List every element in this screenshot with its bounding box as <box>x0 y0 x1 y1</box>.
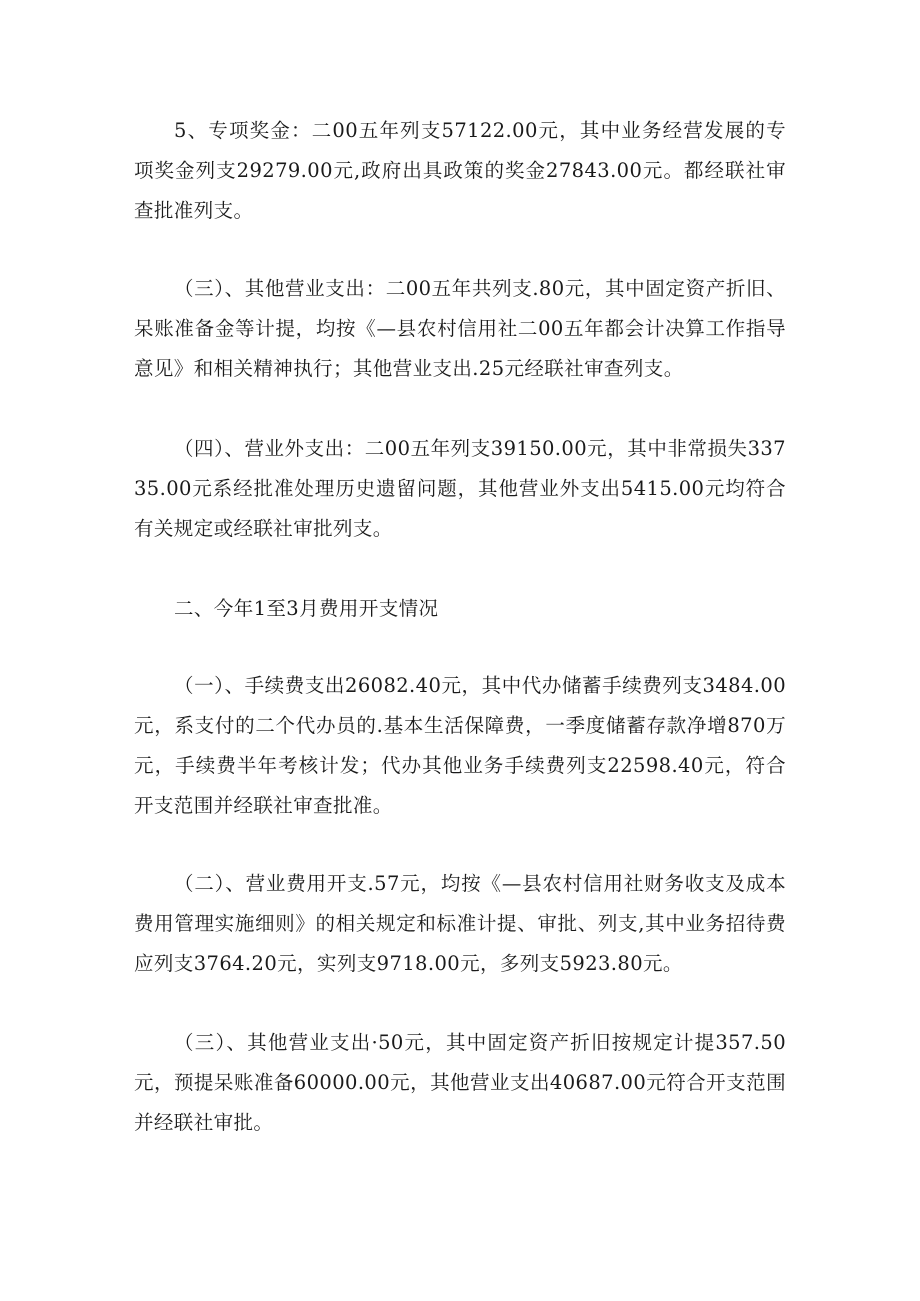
paragraph-other-operating-expenses-q1: （三）、其他营业支出·50元，其中固定资产折旧按规定计提357.50元，预提呆账准备60000.00元，其他营业支出40687.00元符合开支范围并经联社审批。 <box>134 1031 786 1134</box>
paragraph-operating-expenses: （二）、营业费用开支.57元，均按《—县农村信用社财务收支及成本费用管理实施细则》的相关规定和标准计提、审批、列支,其中业务招待费应列支3764.20元，实列支9718.00元，多列支5923.80元。 <box>134 872 786 975</box>
paragraph-special-bonus: 5、专项奖金：二00五年列支57122.00元，其中业务经营发展的专项奖金列支29279.00元,政府出具政策的奖金27843.00元。都经联社审查批准列支。 <box>134 119 786 222</box>
paragraph-fee-expenses: （一）、手续费支出26082.40元，其中代办储蓄手续费列支3484.00元，系支付的二个代办员的.基本生活保障费，一季度储蓄存款净增870万元，手续费半年考核计发；代办其他业务手续费列支22598.40元，符合开支范围并经联社审查批准。 <box>134 674 786 817</box>
paragraph-non-operating-expenses: （四）、营业外支出：二00五年列支39150.00元，其中非常损失33735.00元系经批准处理历史遗留问题，其他营业外支出5415.00元均符合有关规定或经联社审批列支。 <box>134 437 786 540</box>
paragraph-other-operating-expenses-2005: （三）、其他营业支出：二00五年共列支.80元，其中固定资产折旧、呆账准备金等计提，均按《—县农村信用社二00五年都会计决算工作指导意见》和相关精神执行；其他营业支出.25元经联社审查列支。 <box>134 277 786 380</box>
section-heading-q1-expenses: 二、今年1至3月费用开支情况 <box>174 597 439 620</box>
